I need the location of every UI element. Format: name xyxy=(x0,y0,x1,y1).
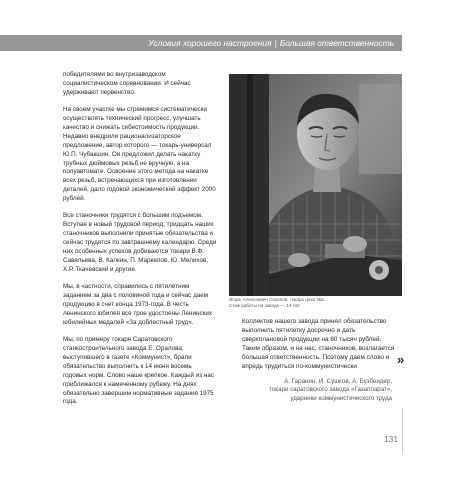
page-number-divider xyxy=(402,408,403,453)
signature-line: ударники коммунистического труда xyxy=(290,394,392,402)
photo-caption xyxy=(229,297,401,309)
header-section-title: Условия хорошего настроения xyxy=(148,38,272,48)
running-header xyxy=(0,35,402,51)
pull-quote xyxy=(242,318,396,371)
worker-photo-illustration xyxy=(229,74,402,296)
left-text-column xyxy=(63,71,217,416)
body-paragraph: Мы, по примеру токаря Саратовского станкостроительного завода Е. Оралова, выступившего в газете «Коммунист», брали обязательство выполнить к 14 июня восемь годовых норм. Слово наше крепкое. Каждый из нас приближался к намеченному рубежу. На днях обязательно завершим нормативные задания 1975 года. xyxy=(63,336,215,406)
body-paragraph: Все станочники трудятся с большим подъемом. Вступая в новый трудовой период, тридцать наших станочников выполнили принятые обязательства и сейчас трудятся по завтрашнему календарю. Среди них особенных успехов добиваются токари В.Ф. Савельева, В. Калкин, П. Маркелов, Ю. Мелихов, Х.Р. Ткачевский и другие. xyxy=(63,212,217,273)
body-paragraph: На своем участке мы стремимся систематически осуществлять технический прогресс, улучшать качество и снижать себестоимость продукции. Недавно внедрили рационализаторское предложение, автор которого — токарь-универсал Ю.П. Чубакшин. Он предложил делать накатку трубных дюймовых резьб не вручную, а на полуавтомате. Освоение этого метода на накатке всех резьб, встречающихся при изготовлении деталей, дало годовой экономический эффект 2000 рублей. xyxy=(63,106,216,203)
header-separator: | xyxy=(274,38,277,48)
quote-signature xyxy=(257,378,392,403)
photo-caption-line: Игорь Алексеевич Соколов, токарь цеха №2. xyxy=(229,297,326,302)
page-number: 131 xyxy=(384,434,398,444)
photo-caption-line: Стаж работы на заводе — 14 лет xyxy=(229,302,300,308)
header-chapter-title: Большая ответственность xyxy=(279,38,394,48)
body-paragraph: победителями во внутризаводском социалистическом соревновании. И сейчас удерживают первенство. xyxy=(63,71,191,96)
body-paragraph: Мы, в частности, справились с пятилетним заданием за два с половиной года и сейчас даем продукцию в счет конца 1973-года. В честь ленинского юбилея все трое удостоены Ленинских юбилейных медалей «За доблестный труд». xyxy=(63,283,213,326)
signature-line: А. Гаранин, И. Сушков, А. Бузбендер, xyxy=(284,378,392,385)
closing-quote-mark: » xyxy=(397,352,405,367)
pull-quote-text: Коллектив нашего завода принял обязательство выполнить пятилетку досрочно и дать сверхплановой продукции на 80 тысяч рублей. Таким образом, и на нас, станочников, возлагается большая ответственность. Поэтому даем слово и впредь трудиться по-коммунистически xyxy=(242,318,395,370)
running-header-text xyxy=(148,37,394,49)
worker-photo xyxy=(229,74,402,296)
signature-line: токари саратовского завода «Газаппарат», xyxy=(269,386,392,394)
